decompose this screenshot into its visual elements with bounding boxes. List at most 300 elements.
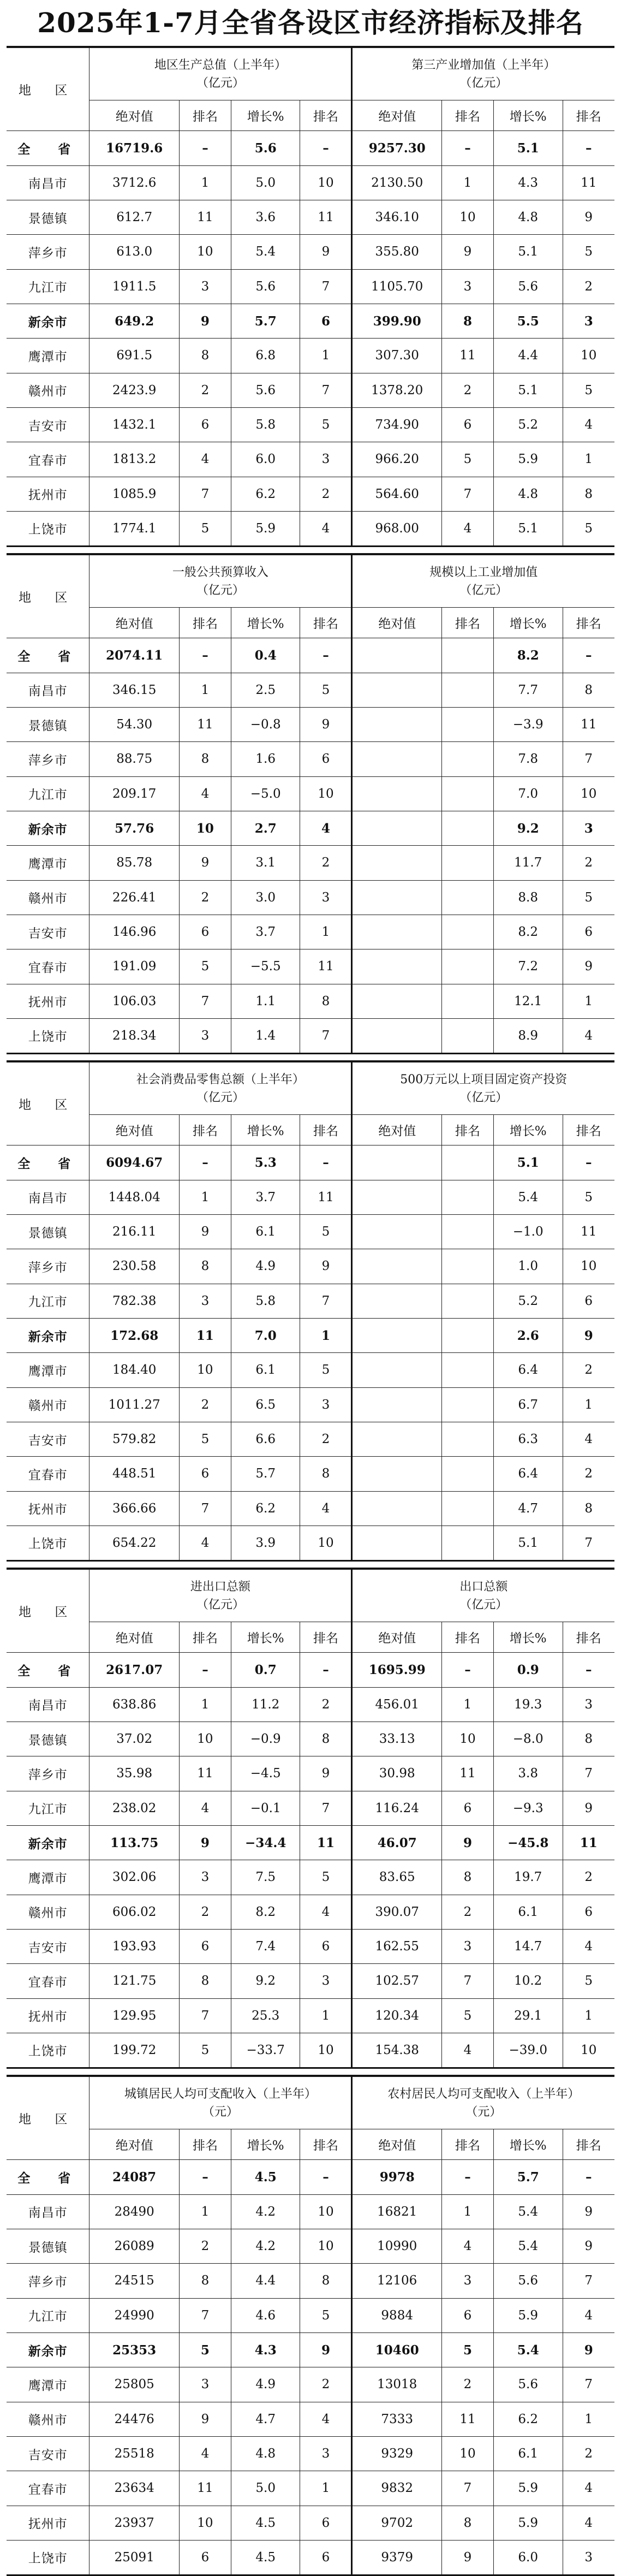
table-cell: 9 [179,1214,231,1249]
table-cell: 346.10 [352,200,442,234]
table-cell: 1085.9 [89,477,180,511]
table-cell: 7 [179,477,231,511]
table-cell: 2074.11 [89,638,180,673]
table-cell: 8 [300,1722,352,1756]
table-cell: 11 [179,1318,231,1352]
table-cell: 1105.70 [352,269,442,304]
table-cell [441,880,493,915]
table-cell: 5.6 [231,131,300,165]
table-cell: 5.4 [493,1180,563,1214]
table-cell: 6.1 [493,2436,563,2471]
table-cell: 6.4 [493,1457,563,1491]
table-cell [352,1214,442,1249]
indicator-unit: （亿元） [459,583,508,597]
table-cell: 3.0 [231,880,300,915]
table-cell: 8 [300,984,352,1018]
table-cell: 7.2 [493,949,563,984]
table-cell: 8 [441,1860,493,1895]
region-name: 赣州市 [7,373,89,407]
table-cell: 9 [563,200,614,234]
table-cell: 25.3 [231,1998,300,2033]
column-header-absolute: 绝对值 [352,1114,442,1145]
table-cell: −33.7 [231,2033,300,2067]
indicator-unit: （亿元） [459,1598,508,1612]
table-cell: 19.7 [493,1860,563,1895]
table-cell: 1 [563,1387,614,1422]
table-cell: 4.2 [231,2194,300,2229]
table-cell: 4.9 [231,2367,300,2402]
table-cell: 11 [563,1214,614,1249]
region-header: 地 区 [7,555,89,638]
table-cell: 4 [179,442,231,477]
table-cell: – [300,1145,352,1180]
region-name: 鹰潭市 [7,1353,89,1387]
table-cell: 6.0 [493,2540,563,2574]
table-cell: 6 [563,915,614,949]
table-cell: 25091 [89,2540,180,2574]
column-header-rank: 排名 [179,607,231,638]
region-name: 吉安市 [7,2436,89,2471]
region-name: 南昌市 [7,1687,89,1722]
column-header-growth: 增长% [493,2129,563,2160]
column-header-absolute: 绝对值 [352,100,442,131]
table-row [7,638,614,673]
table-row [7,165,614,200]
table-cell: 606.02 [89,1895,180,1929]
table-cell: 3 [300,880,352,915]
table-row [7,2160,614,2194]
table-cell: 4 [300,811,352,845]
table-cell: 5.9 [231,511,300,545]
table-cell: 3 [179,1860,231,1895]
table-cell: 7 [441,477,493,511]
table-cell: 9379 [352,2540,442,2574]
region-name: 上饶市 [7,2033,89,2067]
table-cell: 5 [179,2332,231,2367]
table-cell: 113.75 [89,1825,180,1860]
table-cell: 2 [441,2367,493,2402]
table-cell: 564.60 [352,477,442,511]
table-cell: −5.5 [231,949,300,984]
table-cell: 9832 [352,2471,442,2506]
column-header-rank: 排名 [441,2129,493,2160]
table-cell [352,1422,442,1456]
table-cell: 35.98 [89,1756,180,1791]
table-row [7,915,614,949]
table-cell: 4 [300,511,352,545]
column-header-growth: 增长% [231,607,300,638]
table-cell: 8 [300,2264,352,2298]
table-cell: 1 [300,2471,352,2506]
table-cell: 2 [300,846,352,880]
table-cell: 9 [179,846,231,880]
table-cell: −8.0 [493,1722,563,1756]
table-cell: 6 [300,1929,352,1963]
table-cell: – [563,1145,614,1180]
table-cell: 4.4 [493,339,563,373]
table-cell: 24990 [89,2298,180,2332]
region-name: 吉安市 [7,1929,89,1963]
column-header-growth: 增长% [231,1622,300,1653]
table-cell: 8.2 [493,915,563,949]
table-cell: 10 [300,165,352,200]
table-cell: 16719.6 [89,131,180,165]
table-cell: 7 [441,1964,493,1998]
table-cell: 3 [563,1687,614,1722]
table-row [7,984,614,1018]
table-cell: 9.2 [493,811,563,845]
table-row [7,1998,614,2033]
table-cell [441,1318,493,1352]
column-header-rank: 排名 [563,1622,614,1653]
column-header-growth: 增长% [231,1114,300,1145]
table-cell: 9702 [352,2506,442,2540]
table-row [7,2506,614,2540]
region-name: 萍乡市 [7,235,89,269]
table-cell: 6.1 [231,1353,300,1387]
table-cell: 4.3 [231,2332,300,2367]
table-cell: 5 [179,511,231,545]
table-cell: 5.4 [493,2194,563,2229]
table-cell: 4 [179,1526,231,1560]
table-cell: – [300,2160,352,2194]
table-cell: 8 [300,1457,352,1491]
table-cell: 4.8 [493,200,563,234]
table-cell: 25353 [89,2332,180,2367]
table-cell: 1.0 [493,1249,563,1284]
table-cell: 8 [563,1491,614,1526]
table-cell: 5.6 [231,373,300,407]
table-row [7,1214,614,1249]
table-cell: 6 [179,915,231,949]
table-row [7,742,614,776]
indicator-unit: （亿元） [196,1090,244,1105]
table-cell: 11 [441,339,493,373]
table-cell: 162.55 [352,1929,442,1963]
table-cell: 6 [563,1895,614,1929]
table-cell: 23634 [89,2471,180,2506]
region-name: 宜春市 [7,2471,89,2506]
indicator-name: 500万元以上项目固定资产投资 [400,1072,568,1087]
column-header-rank: 排名 [179,1114,231,1145]
table-cell: – [300,131,352,165]
table-cell [352,1180,442,1214]
region-name: 九江市 [7,269,89,304]
indicator-name: 地区生产总值（上半年） [154,58,286,72]
table-cell: 5.3 [231,1145,300,1180]
table-cell: 0.4 [231,638,300,673]
indicator-group-header [89,555,352,608]
table-cell: 9 [300,1756,352,1791]
table-cell [352,846,442,880]
table-cell: 9 [441,235,493,269]
table-cell: 5.1 [493,511,563,545]
indicator-name: 农村居民人均可支配收入（上半年） [387,2087,580,2101]
indicator-name: 一般公共预算收入 [172,565,268,579]
table-cell: 8 [179,1249,231,1284]
table-cell: 7 [563,1756,614,1791]
table-cell: 5.4 [493,2332,563,2367]
table-cell: 448.51 [89,1457,180,1491]
region-name: 鹰潭市 [7,2367,89,2402]
table-cell: 7 [300,373,352,407]
indicator-group-header [89,48,352,100]
table-cell: 5.1 [493,373,563,407]
table-cell [441,1249,493,1284]
table-cell: 4.9 [231,1249,300,1284]
table-cell: 8 [563,1722,614,1756]
table-cell: 3 [300,1387,352,1422]
table-cell: 9 [563,1791,614,1825]
table-cell: 9978 [352,2160,442,2194]
region-name: 新余市 [7,2332,89,2367]
table-row [7,1422,614,1456]
table-cell: 230.58 [89,1249,180,1284]
indicator-group-header [352,1063,614,1115]
region-name: 上饶市 [7,511,89,545]
table-cell: 8.9 [493,1018,563,1053]
region-name: 抚州市 [7,1998,89,2033]
table-cell [441,1491,493,1526]
table-row [7,1387,614,1422]
column-header-absolute: 绝对值 [89,2129,180,2160]
column-header-absolute: 绝对值 [352,607,442,638]
table-cell: 24476 [89,2402,180,2436]
table-cell [441,1457,493,1491]
column-header-rank: 排名 [300,1622,352,1653]
table-cell: 4 [300,1491,352,1526]
region-name: 景德镇 [7,707,89,741]
table-cell: 9257.30 [352,131,442,165]
region-name: 新余市 [7,811,89,845]
table-cell: 5 [300,1353,352,1387]
table-cell: 5 [563,1180,614,1214]
region-name: 赣州市 [7,880,89,915]
table-row [7,407,614,442]
table-row [7,1249,614,1284]
table-cell: 2 [563,1353,614,1387]
table-row [7,1860,614,1895]
table-cell: 9.2 [231,1964,300,1998]
table-row [7,1526,614,1560]
table-cell: 5.4 [231,235,300,269]
table-cell: 7333 [352,2402,442,2436]
table-cell: 1 [300,339,352,373]
table-cell: 2423.9 [89,373,180,407]
table-cell: 4.2 [231,2229,300,2263]
table-cell: 4 [179,2436,231,2471]
table-cell: 5 [563,235,614,269]
indicator-unit: （元） [202,2105,238,2119]
table-cell [441,949,493,984]
table-cell: 4 [441,511,493,545]
table-cell: 11 [300,200,352,234]
table-cell: 5.0 [231,165,300,200]
table-row [7,2033,614,2067]
table-cell: 4 [563,1018,614,1053]
table-cell [352,1249,442,1284]
table-cell: 2 [179,1387,231,1422]
table-cell: 7 [441,2471,493,2506]
table-cell: 4 [563,407,614,442]
table-cell: 23937 [89,2506,180,2540]
indicator-name: 社会消费品零售总额（上半年） [136,1072,304,1087]
region-name: 吉安市 [7,915,89,949]
table-cell: 6 [441,407,493,442]
table-row [7,1284,614,1318]
table-cell: 9884 [352,2298,442,2332]
table-cell: 11.7 [493,846,563,880]
table-cell: 9 [179,2402,231,2436]
table-cell: 5 [441,2332,493,2367]
table-cell: 129.95 [89,1998,180,2033]
table-cell: 184.40 [89,1353,180,1387]
table-cell: 3 [179,269,231,304]
table-cell [441,1145,493,1180]
table-row [7,1825,614,1860]
table-cell: 2 [563,1457,614,1491]
indicator-unit: （亿元） [459,76,508,90]
table-cell: 6.7 [493,1387,563,1422]
table-row [7,949,614,984]
table-cell: 3 [441,2264,493,2298]
table-cell: 9 [563,2332,614,2367]
indicator-group-header [352,48,614,100]
table-cell: 3.8 [493,1756,563,1791]
table-cell: −4.5 [231,1756,300,1791]
indicator-table-2 [7,553,614,1054]
table-cell: – [300,1653,352,1687]
table-cell: 3.7 [231,915,300,949]
table-cell: 10 [300,2033,352,2067]
table-cell: 5.6 [231,269,300,304]
table-cell: 2 [300,1422,352,1456]
table-cell [441,1214,493,1249]
table-cell: 6 [179,1457,231,1491]
stats-table [7,1062,614,1560]
indicator-name: 规模以上工业增加值 [429,565,538,579]
table-cell: 1 [179,2194,231,2229]
table-cell: – [563,131,614,165]
table-cell [441,915,493,949]
table-cell: 5 [300,2298,352,2332]
table-row [7,2229,614,2263]
table-cell [352,984,442,1018]
table-cell: 5.9 [493,442,563,477]
table-cell: 46.07 [352,1825,442,1860]
table-cell: 106.03 [89,984,180,1018]
table-cell: 11 [179,1756,231,1791]
table-cell: 5 [563,373,614,407]
table-cell: 5.1 [493,235,563,269]
table-row [7,269,614,304]
table-cell [441,1284,493,1318]
table-cell: −0.9 [231,1722,300,1756]
table-cell: 1432.1 [89,407,180,442]
table-cell: – [441,131,493,165]
table-cell: 1 [441,165,493,200]
indicator-name: 城镇居民人均可支配收入（上半年） [124,2087,317,2101]
table-cell [352,811,442,845]
table-cell: 4 [300,1895,352,1929]
table-cell: 6 [179,1929,231,1963]
table-cell: 9 [179,304,231,338]
table-cell: 4 [563,2298,614,2332]
table-row [7,373,614,407]
table-cell: 4 [441,2033,493,2067]
region-name: 宜春市 [7,1964,89,1998]
table-cell: 2 [179,1895,231,1929]
table-cell: – [441,2160,493,2194]
table-cell: 355.80 [352,235,442,269]
table-cell: 9 [300,235,352,269]
region-header: 地 区 [7,1063,89,1145]
region-name: 新余市 [7,304,89,338]
table-cell: 4.5 [231,2506,300,2540]
table-cell: 612.7 [89,200,180,234]
table-cell: 7 [300,1791,352,1825]
indicator-table-5 [7,2075,614,2576]
table-cell: 6.4 [493,1353,563,1387]
table-row [7,1756,614,1791]
table-cell [441,984,493,1018]
table-cell [352,915,442,949]
table-cell: 3.1 [231,846,300,880]
table-cell [352,638,442,673]
indicator-unit: （亿元） [196,76,244,90]
table-cell: – [179,638,231,673]
table-cell: 7 [563,2264,614,2298]
table-cell: 6 [563,1284,614,1318]
column-header-rank: 排名 [441,1114,493,1145]
table-cell: 10.2 [493,1964,563,1998]
table-cell: 9 [179,1825,231,1860]
table-cell: 654.22 [89,1526,180,1560]
table-row [7,846,614,880]
region-name: 吉安市 [7,1422,89,1456]
indicator-name: 第三产业增加值（上半年） [411,58,556,72]
indicator-name: 进出口总额 [190,1580,250,1594]
table-cell: 3 [563,811,614,845]
table-cell: 390.07 [352,1895,442,1929]
table-cell: 6.2 [231,477,300,511]
table-cell: 11 [300,1180,352,1214]
table-cell [352,1284,442,1318]
indicator-table-3 [7,1060,614,1562]
table-cell: 1 [300,1998,352,2033]
table-cell: 218.34 [89,1018,180,1053]
table-cell: 307.30 [352,339,442,373]
table-cell: 4 [179,1791,231,1825]
table-cell: 9 [563,2194,614,2229]
table-cell: 10 [300,1526,352,1560]
column-header-rank: 排名 [300,2129,352,2160]
table-cell: 10 [441,200,493,234]
region-header: 地 区 [7,1570,89,1653]
table-cell [352,1457,442,1491]
table-cell: – [179,131,231,165]
region-name: 鹰潭市 [7,339,89,373]
table-cell: 37.02 [89,1722,180,1756]
column-header-growth: 增长% [231,2129,300,2160]
table-cell: 5 [179,1422,231,1456]
table-cell: 6 [300,2540,352,2574]
table-cell: 1813.2 [89,442,180,477]
table-cell: −34.4 [231,1825,300,1860]
table-cell: 9 [441,2540,493,2574]
table-cell: 10460 [352,2332,442,2367]
table-cell: 366.66 [89,1491,180,1526]
